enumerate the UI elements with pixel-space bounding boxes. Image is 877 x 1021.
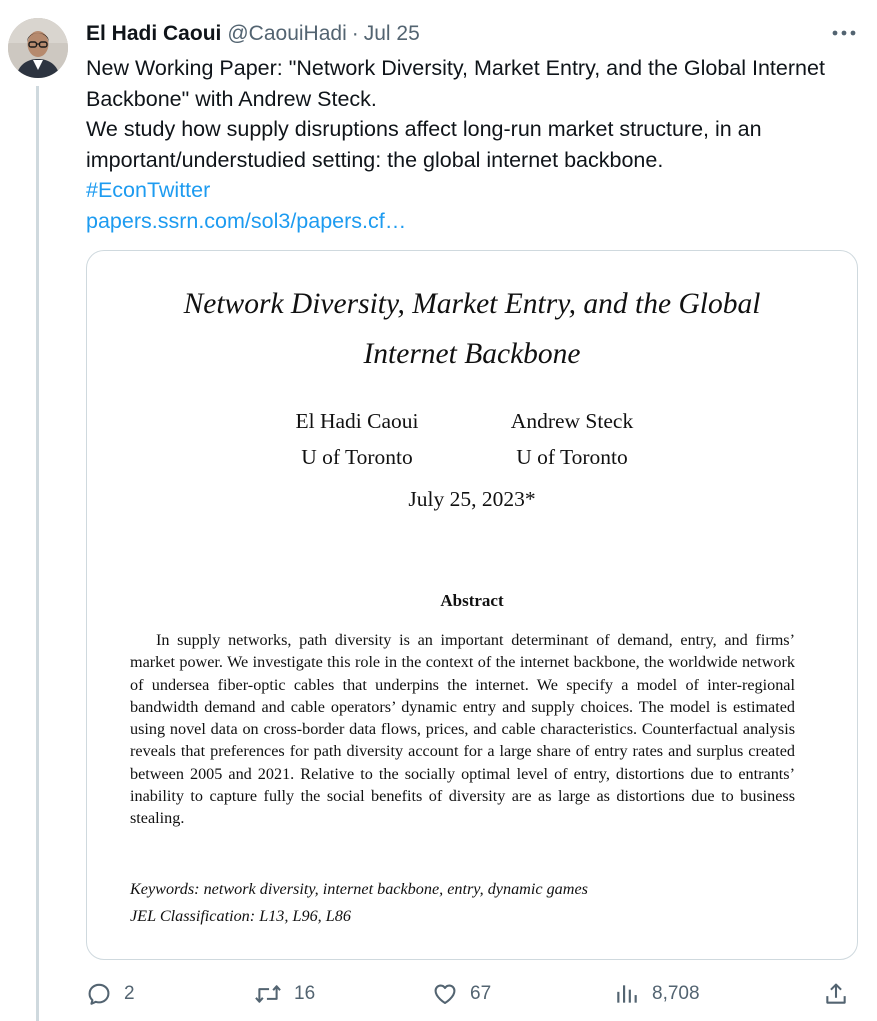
separator-dot: ·: [351, 22, 359, 45]
hashtag-link[interactable]: #EconTwitter: [86, 178, 211, 202]
avatar-photo: [8, 18, 68, 78]
paper-url-link[interactable]: papers.ssrn.com/sol3/papers.cf…: [86, 208, 407, 233]
reply-icon: [86, 981, 112, 1007]
tweet-header: [86, 20, 420, 48]
abstract-text: In supply networks, path diversity is an important determinant of demand, entry, and firms’ market power. We investigate this role in the context of the internet backbone, the worldwide network of undersea fiber-optic cables that underpins the internet. We specify a model of inter-regional bandwidth demand and cable operators’ dynamic entry and supply choices. The model is estimated using novel data on cross-border data flows, prices, and cable characteristics. Counterfactual analysis reveals that preferences for path diversity account for a large share of entry rates and surplus created between 2005 and 2021. Relative to the socially optimal level of entry, distortions due to entrants’ inability to capture fully the social benefits of diversity are as large as distortions due to business stealing.: [130, 631, 795, 828]
abstract-heading: Abstract: [440, 591, 504, 610]
heart-icon: [432, 981, 458, 1007]
paper-title: [87, 279, 857, 379]
paper-title-line: Internet Backbone: [363, 338, 581, 370]
paper-author-name: Andrew Steck: [510, 409, 634, 433]
share-icon: [823, 981, 849, 1007]
views-icon: [614, 981, 640, 1007]
retweet-icon: [254, 981, 282, 1007]
tweet-action-bar: [86, 976, 856, 1012]
post-date[interactable]: Jul 25: [363, 22, 420, 45]
views-button[interactable]: [614, 976, 700, 1012]
retweet-button[interactable]: [254, 976, 315, 1012]
paper-keywords: Keywords: network diversity, internet backbone, entry, dynamic games: [130, 880, 588, 898]
tweet-text-line: We study how supply disruptions affect long-run market structure, in an important/understudied setting: the global internet backbone.: [86, 117, 762, 172]
share-button[interactable]: [823, 976, 849, 1012]
retweet-count: 16: [294, 983, 316, 1004]
paper-author: [257, 403, 457, 475]
more-options-button[interactable]: [826, 18, 862, 48]
reply-button[interactable]: [86, 976, 135, 1012]
avatar[interactable]: [8, 18, 68, 78]
tweet-text: [86, 53, 856, 236]
paper-preview-card[interactable]: [86, 250, 858, 960]
paper-title-line: Network Diversity, Market Entry, and the Global: [183, 288, 761, 320]
views-count: 8,708: [652, 983, 700, 1004]
tweet-text-line: New Working Paper: "Network Diversity, Market Entry, and the Global Internet Backbone" with Andrew Steck.: [86, 56, 825, 111]
paper-author-affiliation: U of Toronto: [516, 445, 628, 469]
thread-line: [36, 86, 39, 1021]
paper-jel-classification: JEL Classification: L13, L96, L86: [130, 907, 351, 925]
paper-author-name: El Hadi Caoui: [295, 409, 419, 433]
author-name[interactable]: El Hadi Caoui: [86, 22, 222, 45]
like-count: 67: [470, 983, 492, 1004]
reply-count: 2: [124, 983, 135, 1004]
like-button[interactable]: [432, 976, 491, 1012]
paper-keywords-block: [130, 876, 810, 930]
paper-author: [472, 403, 672, 475]
author-handle[interactable]: @CaouiHadi: [227, 22, 347, 45]
more-icon: [831, 29, 857, 37]
paper-date: July 25, 2023*: [408, 487, 536, 511]
paper-author-affiliation: U of Toronto: [301, 445, 413, 469]
paper-first-page: [87, 251, 857, 959]
